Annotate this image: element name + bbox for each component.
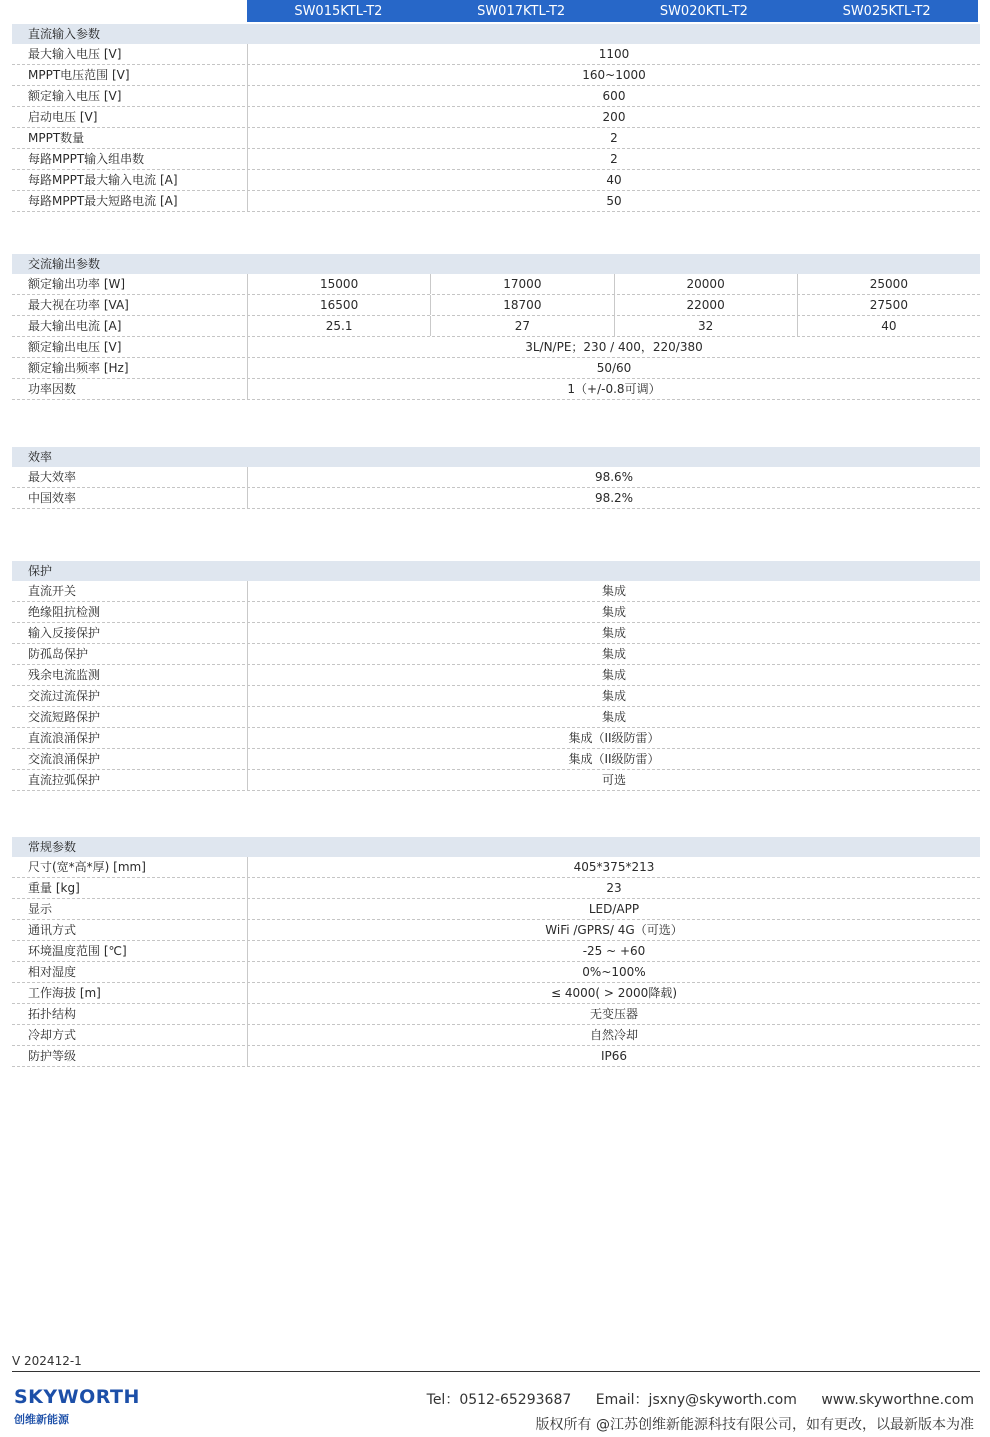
spec-row (12, 191, 980, 212)
spec-row (12, 1046, 980, 1067)
spec-label: 中国效率 (28, 491, 77, 505)
spec-value: 50 (247, 191, 980, 211)
spec-label: 重量 [kg] (28, 881, 80, 895)
spec-value: 20000 (615, 274, 798, 294)
spec-label: 显示 (28, 902, 53, 916)
spec-label: 每路MPPT最大输入电流 [A] (28, 173, 178, 187)
spec-value: 200 (247, 107, 980, 127)
spec-label: 冷却方式 (28, 1028, 77, 1042)
spec-label: 直流开关 (28, 584, 77, 598)
copyright-text: 版权所有 @江苏创维新能源科技有限公司，如有更改，以最新版本为准 (535, 1417, 974, 1433)
model-header (247, 0, 978, 22)
spec-value: 1（+/-0.8可调） (247, 379, 980, 399)
spec-label: 最大输入电压 [V] (28, 47, 122, 61)
spec-values (247, 316, 980, 336)
spec-value: 40 (881, 319, 897, 333)
model-header-cell: SW015KTL-T2 (294, 4, 383, 19)
spec-label: 每路MPPT最大短路电流 [A] (28, 194, 178, 208)
spec-value: 集成 (247, 686, 980, 706)
spec-label: 额定输出功率 [W] (28, 277, 126, 291)
section-protection (12, 561, 980, 791)
spec-row (12, 920, 980, 941)
contact-info (407, 1389, 974, 1409)
spec-value: 27500 (869, 298, 908, 312)
spec-value: 集成 (247, 644, 980, 664)
spec-value: 集成 (247, 602, 980, 622)
spec-value: 15000 (248, 274, 431, 294)
logo-subtitle: 创维新能源 (14, 1413, 69, 1426)
spec-label: 残余电流监测 (28, 668, 101, 682)
spec-value: 16500 (248, 295, 431, 315)
spec-value: 50/60 (247, 358, 980, 378)
spec-label: 工作海拔 [m] (28, 986, 101, 1000)
spec-value: 17000 (431, 274, 614, 294)
spec-row (12, 337, 980, 358)
spec-label: 防护等级 (28, 1049, 77, 1063)
spec-row (12, 770, 980, 791)
spec-label: 通讯方式 (28, 923, 77, 937)
spec-row (12, 274, 980, 295)
section-efficiency (12, 447, 980, 509)
spec-value: -25 ~ +60 (247, 941, 980, 961)
spec-value: 集成 (247, 665, 980, 685)
spec-value: 无变压器 (247, 1004, 980, 1024)
spec-label: 额定输出频率 [Hz] (28, 361, 129, 375)
spec-value: ≤ 4000( > 2000降载) (247, 983, 980, 1003)
spec-value: WiFi /GPRS/ 4G（可选） (247, 920, 980, 940)
section-general (12, 837, 980, 1067)
spec-value: 40 (247, 170, 980, 190)
spec-value: 18700 (431, 295, 614, 315)
spec-values (247, 274, 980, 294)
spec-label: 尺寸(宽*高*厚) [mm] (28, 860, 146, 874)
spec-value: 98.2% (247, 488, 980, 508)
spec-row (12, 686, 980, 707)
spec-label: 输入反接保护 (28, 626, 101, 640)
spec-row (12, 86, 980, 107)
spec-value: 405*375*213 (247, 857, 980, 877)
spec-value: 98.6% (247, 467, 980, 487)
spec-row (12, 878, 980, 899)
spec-label: 拓扑结构 (28, 1007, 77, 1021)
spec-label: 功率因数 (28, 382, 77, 396)
spec-row (12, 1004, 980, 1025)
spec-value: 22000 (615, 295, 798, 315)
spec-row (12, 962, 980, 983)
spec-label: 交流浪涌保护 (28, 752, 101, 766)
spec-value: 32 (615, 316, 798, 336)
spec-label: 额定输出电压 [V] (28, 340, 122, 354)
spec-row (12, 623, 980, 644)
spec-row (12, 665, 980, 686)
spec-row (12, 707, 980, 728)
spec-row (12, 65, 980, 86)
spec-values (247, 295, 980, 315)
spec-row (12, 488, 980, 509)
spec-value: 集成 (247, 581, 980, 601)
email-text: Email：jsxny@skyworth.com (595, 1392, 797, 1408)
version-label: V 202412-1 (12, 1354, 82, 1368)
spec-row (12, 358, 980, 379)
section-dc-input (12, 24, 980, 212)
spec-row (12, 170, 980, 191)
spec-label: 最大效率 (28, 470, 77, 484)
spec-label: MPPT数量 (28, 131, 85, 145)
spec-value: 2 (247, 149, 980, 169)
website-text: www.skyworthne.com (821, 1392, 974, 1408)
spec-value: 1100 (247, 44, 980, 64)
skyworth-logo: SKYWORTH (14, 1386, 140, 1408)
spec-value: 集成 (247, 623, 980, 643)
section-title: 交流输出参数 (12, 254, 980, 274)
spec-value: IP66 (247, 1046, 980, 1066)
spec-label: 交流短路保护 (28, 710, 101, 724)
spec-row (12, 316, 980, 337)
footer-divider (12, 1371, 980, 1372)
spec-label: 最大输出电流 [A] (28, 319, 122, 333)
spec-label: 直流拉弧保护 (28, 773, 101, 787)
spec-row (12, 728, 980, 749)
spec-row (12, 107, 980, 128)
spec-value: 3L/N/PE；230 / 400，220/380 (247, 337, 980, 357)
spec-value: 集成（II级防雷） (247, 728, 980, 748)
spec-label: 启动电压 [V] (28, 110, 98, 124)
spec-label: 最大视在功率 [VA] (28, 298, 129, 312)
spec-row (12, 149, 980, 170)
spec-row (12, 941, 980, 962)
section-title: 常规参数 (12, 837, 980, 857)
spec-row (12, 295, 980, 316)
spec-label: 每路MPPT输入组串数 (28, 152, 145, 166)
tel-text: Tel：0512-65293687 (426, 1392, 572, 1408)
section-title: 保护 (12, 561, 980, 581)
spec-row (12, 581, 980, 602)
spec-value: 自然冷却 (247, 1025, 980, 1045)
spec-label: 绝缘阻抗检测 (28, 605, 101, 619)
spec-row (12, 983, 980, 1004)
spec-label: 交流过流保护 (28, 689, 101, 703)
spec-label: 直流浪涌保护 (28, 731, 101, 745)
spec-label: 相对湿度 (28, 965, 77, 979)
spec-row (12, 899, 980, 920)
spec-value: LED/APP (247, 899, 980, 919)
spec-row (12, 1025, 980, 1046)
spec-label: 防孤岛保护 (28, 647, 89, 661)
spec-row (12, 644, 980, 665)
spec-value: 可选 (247, 770, 980, 790)
spec-value: 集成（II级防雷） (247, 749, 980, 769)
spec-value: 0%~100% (247, 962, 980, 982)
spec-label: MPPT电压范围 [V] (28, 68, 130, 82)
spec-value: 25.1 (248, 316, 431, 336)
spec-row (12, 857, 980, 878)
spec-row (12, 467, 980, 488)
spec-row (12, 602, 980, 623)
section-title: 效率 (12, 447, 980, 467)
model-header-cell: SW020KTL-T2 (659, 4, 748, 19)
spec-label: 额定输入电压 [V] (28, 89, 122, 103)
spec-value: 23 (247, 878, 980, 898)
spec-label: 环境温度范围 [℃] (28, 944, 127, 958)
spec-row (12, 379, 980, 400)
model-header-cell: SW025KTL-T2 (842, 4, 931, 19)
section-title: 直流输入参数 (12, 24, 980, 44)
model-header-cell: SW017KTL-T2 (477, 4, 566, 19)
spec-row (12, 749, 980, 770)
spec-value: 集成 (247, 707, 980, 727)
spec-value: 2 (247, 128, 980, 148)
spec-value: 160~1000 (247, 65, 980, 85)
spec-value: 25000 (869, 277, 908, 291)
spec-value: 27 (431, 316, 614, 336)
spec-value: 600 (247, 86, 980, 106)
spec-row (12, 128, 980, 149)
spec-row (12, 44, 980, 65)
section-ac-output (12, 254, 980, 400)
